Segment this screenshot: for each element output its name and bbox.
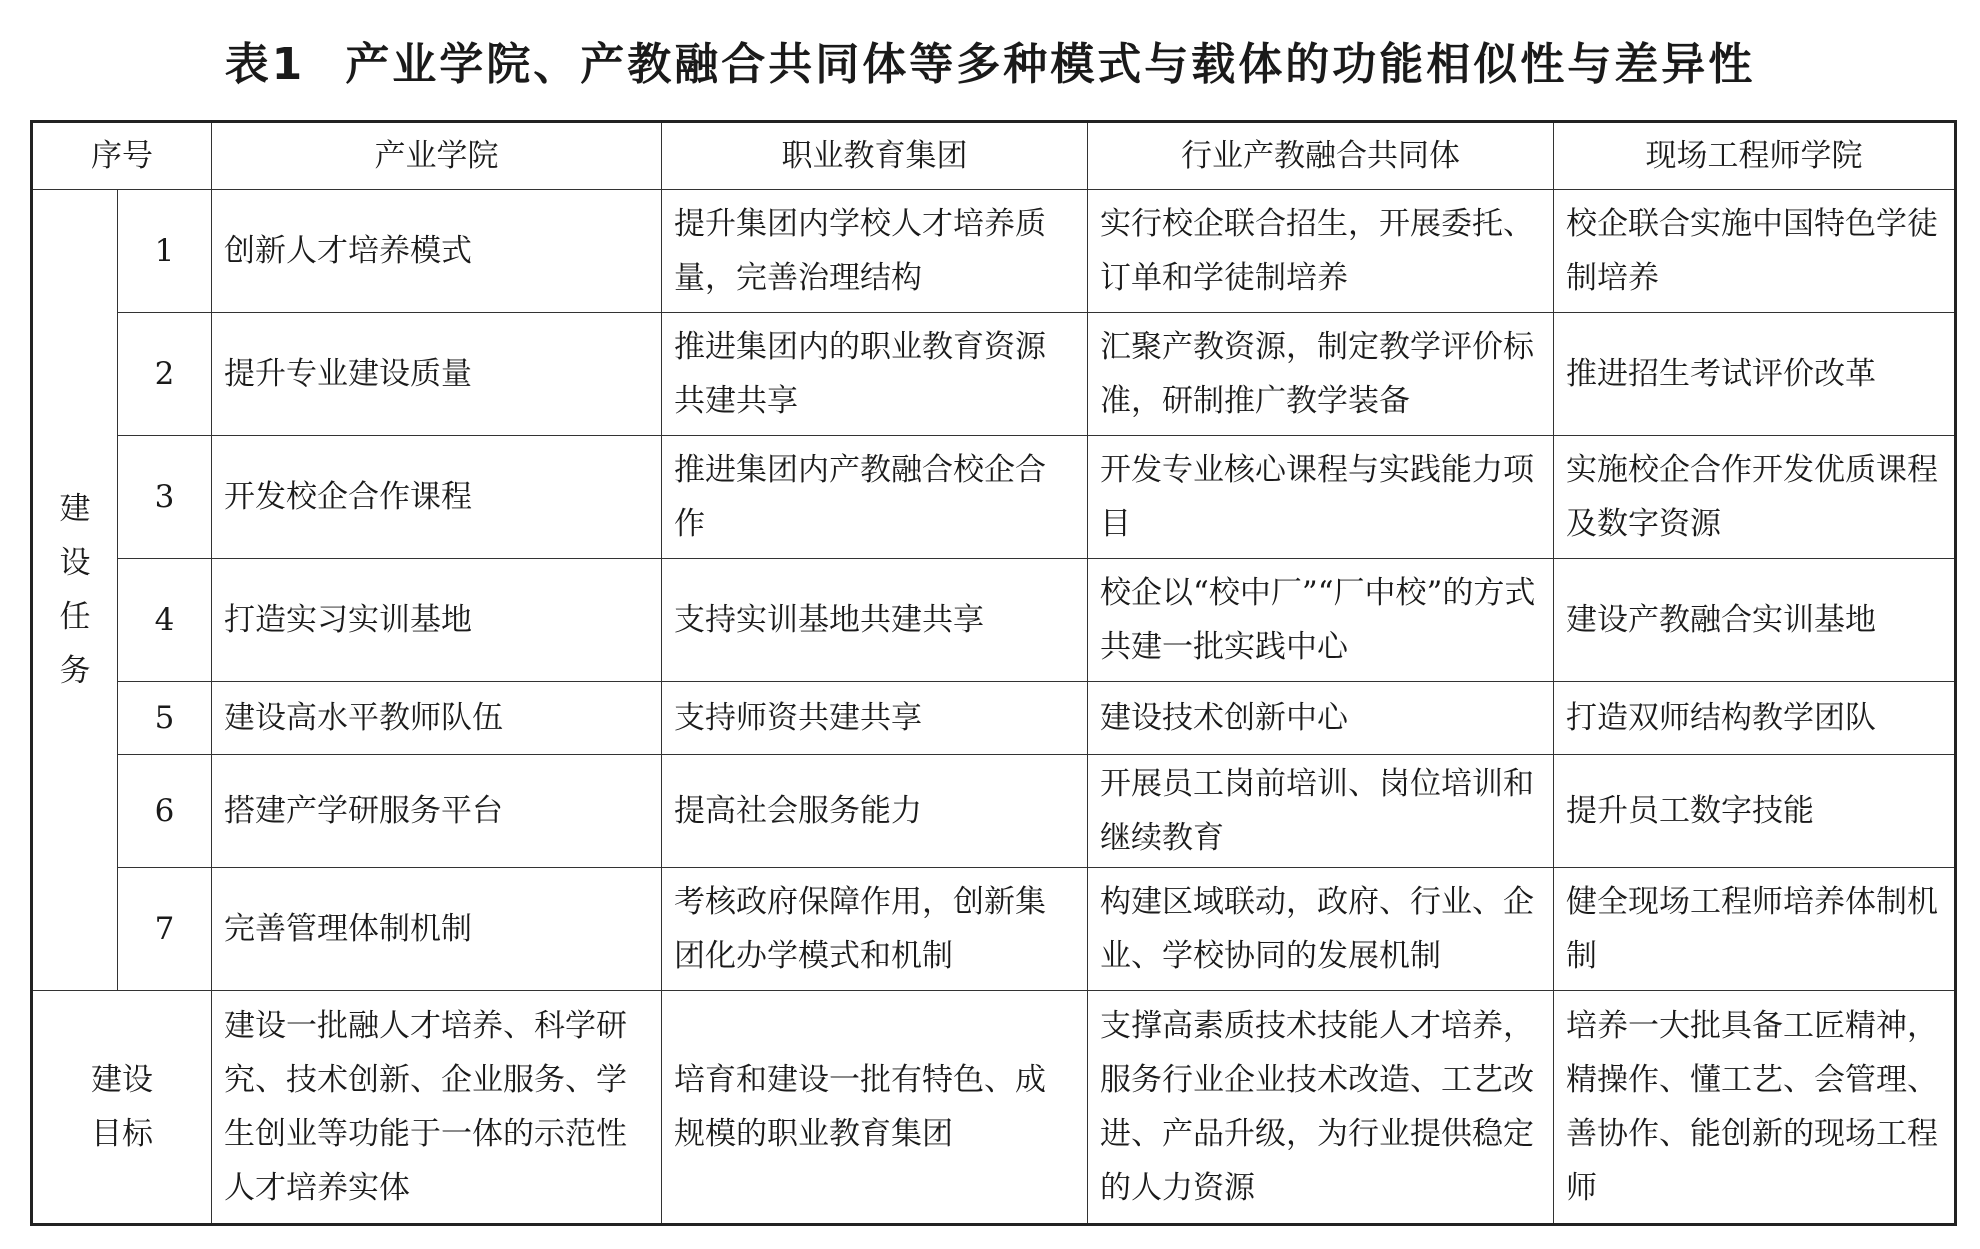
table-row — [32, 559, 1956, 682]
cell-industry-college: 搭建产学研服务平台 — [212, 755, 662, 868]
cell-field-engineer-college: 健全现场工程师培养体制机制 — [1554, 868, 1956, 991]
cell-field-engineer-college: 提升员工数字技能 — [1554, 755, 1956, 868]
row-number: 3 — [118, 436, 212, 559]
group-label-char: 设 — [59, 545, 91, 581]
cell-industry-college: 创新人才培养模式 — [212, 190, 662, 313]
cell-vocational-group: 推进集团内的职业教育资源共建共享 — [662, 313, 1088, 436]
cell-industry-college: 提升专业建设质量 — [212, 313, 662, 436]
table-row — [32, 436, 1956, 559]
table-row — [32, 682, 1956, 755]
cell-industry-community: 构建区域联动，政府、行业、企业、学校协同的发展机制 — [1088, 868, 1554, 991]
header-field-engineer-college: 现场工程师学院 — [1554, 122, 1956, 190]
cell-field-engineer-college: 实施校企合作开发优质课程及数字资源 — [1554, 436, 1956, 559]
cell-industry-college: 完善管理体制机制 — [212, 868, 662, 991]
cell-industry-community: 实行校企联合招生，开展委托、订单和学徒制培养 — [1088, 190, 1554, 313]
cell-industry-community: 建设技术创新中心 — [1088, 682, 1554, 755]
cell-vocational-group: 提高社会服务能力 — [662, 755, 1088, 868]
cell-industry-college: 建设高水平教师队伍 — [212, 682, 662, 755]
table-row — [32, 755, 1956, 868]
header-vocational-group: 职业教育集团 — [662, 122, 1088, 190]
cell-industry-community: 汇聚产教资源，制定教学评价标准，研制推广教学装备 — [1088, 313, 1554, 436]
cell-vocational-group: 考核政府保障作用，创新集团化办学模式和机制 — [662, 868, 1088, 991]
goal-industry-college: 建设一批融人才培养、科学研究、技术创新、企业服务、学生创业等功能于一体的示范性人才培养实体 — [212, 991, 662, 1225]
cell-industry-community: 开展员工岗前培训、岗位培训和继续教育 — [1088, 755, 1554, 868]
row-number: 4 — [118, 559, 212, 682]
table-row — [32, 868, 1956, 991]
group-label-char: 任 — [59, 599, 91, 635]
cell-industry-community: 校企以“校中厂”“厂中校”的方式共建一批实践中心 — [1088, 559, 1554, 682]
comparison-table — [30, 120, 1957, 1226]
cell-industry-community: 开发专业核心课程与实践能力项目 — [1088, 436, 1554, 559]
cell-field-engineer-college: 校企联合实施中国特色学徒制培养 — [1554, 190, 1956, 313]
group-label-char: 务 — [59, 653, 91, 689]
row-number: 5 — [118, 682, 212, 755]
header-industry-community: 行业产教融合共同体 — [1088, 122, 1554, 190]
header-seq: 序号 — [32, 122, 212, 190]
row-number: 6 — [118, 755, 212, 868]
cell-vocational-group: 提升集团内学校人才培养质量，完善治理结构 — [662, 190, 1088, 313]
goal-field-engineer-college: 培养一大批具备工匠精神，精操作、懂工艺、会管理、善协作、能创新的现场工程师 — [1554, 991, 1956, 1225]
group-label-tasks — [32, 190, 118, 991]
table-number: 表1 — [224, 39, 306, 90]
table-row — [32, 190, 1956, 313]
group-label-line: 建设 — [91, 1062, 153, 1098]
row-number: 1 — [118, 190, 212, 313]
table-caption — [0, 28, 1980, 92]
group-label-goals — [32, 991, 212, 1225]
cell-industry-college: 开发校企合作课程 — [212, 436, 662, 559]
goal-row — [32, 991, 1956, 1225]
cell-vocational-group: 支持实训基地共建共享 — [662, 559, 1088, 682]
table-title: 产业学院、产教融合共同体等多种模式与载体的功能相似性与差异性 — [345, 39, 1756, 90]
group-label-char: 建 — [59, 491, 91, 527]
cell-vocational-group: 支持师资共建共享 — [662, 682, 1088, 755]
group-label-line: 目标 — [91, 1116, 153, 1152]
cell-industry-college: 打造实习实训基地 — [212, 559, 662, 682]
goal-vocational-group: 培育和建设一批有特色、成规模的职业教育集团 — [662, 991, 1088, 1225]
cell-vocational-group: 推进集团内产教融合校企合作 — [662, 436, 1088, 559]
row-number: 2 — [118, 313, 212, 436]
row-number: 7 — [118, 868, 212, 991]
header-industry-college: 产业学院 — [212, 122, 662, 190]
table-row — [32, 313, 1956, 436]
cell-field-engineer-college: 打造双师结构教学团队 — [1554, 682, 1956, 755]
table-header-row — [32, 122, 1956, 190]
goal-industry-community: 支撑高素质技术技能人才培养，服务行业企业技术改造、工艺改进、产品升级，为行业提供稳定的人力资源 — [1088, 991, 1554, 1225]
cell-field-engineer-college: 建设产教融合实训基地 — [1554, 559, 1956, 682]
cell-field-engineer-college: 推进招生考试评价改革 — [1554, 313, 1956, 436]
